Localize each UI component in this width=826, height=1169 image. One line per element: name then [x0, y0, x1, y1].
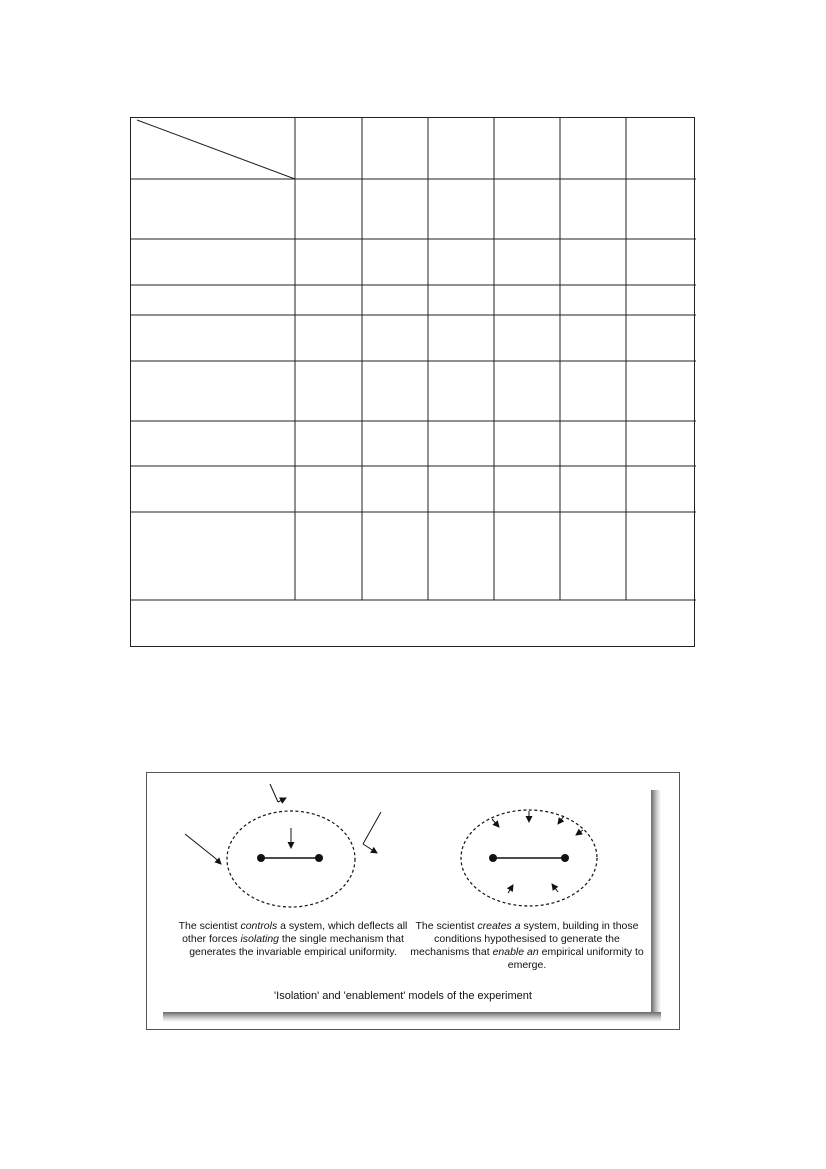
- deflect-arrow-right: [363, 844, 377, 853]
- isolation-diagram: [185, 784, 381, 907]
- external-force-left: [185, 834, 215, 858]
- enable-arrow-3: [558, 816, 564, 824]
- enabled-node-right: [561, 854, 569, 862]
- figure-title: 'Isolation' and 'enablement' models of the experiment: [274, 990, 532, 1002]
- experiment-diagrams: [153, 780, 651, 1012]
- enable-arrow-4: [576, 830, 583, 835]
- enablement-diagram: [461, 810, 597, 906]
- external-force-top: [270, 784, 278, 802]
- enabled-node-left: [489, 854, 497, 862]
- enablement-caption: The scientist creates a system, building in those conditions hypothesised to generate the mechanisms that enable an empirical uniformity to emerge.: [410, 920, 644, 971]
- figure-shadow-bottom: [163, 1012, 661, 1022]
- table-grid-lines: [131, 118, 696, 648]
- mechanism-node-left: [257, 854, 265, 862]
- figure-panel: [153, 780, 651, 1012]
- isolation-caption: The scientist controls a system, which deflects all other forces isolating the single mechanism that generates the invariable empirical uniformity.: [178, 920, 408, 958]
- figure-shadow-right: [651, 790, 661, 1022]
- deflect-arrow-left: [215, 858, 221, 864]
- isolation-boundary: [227, 811, 355, 907]
- enable-arrow-1: [492, 819, 499, 827]
- enable-arrow-6: [552, 884, 558, 892]
- enable-arrow-5: [508, 885, 513, 893]
- deflect-arrow-top: [278, 798, 286, 802]
- external-force-right: [363, 812, 381, 844]
- experiment-models-figure: [146, 772, 680, 1030]
- mechanism-node-right: [315, 854, 323, 862]
- empty-table-grid: [130, 117, 695, 647]
- header-diagonal: [137, 120, 295, 179]
